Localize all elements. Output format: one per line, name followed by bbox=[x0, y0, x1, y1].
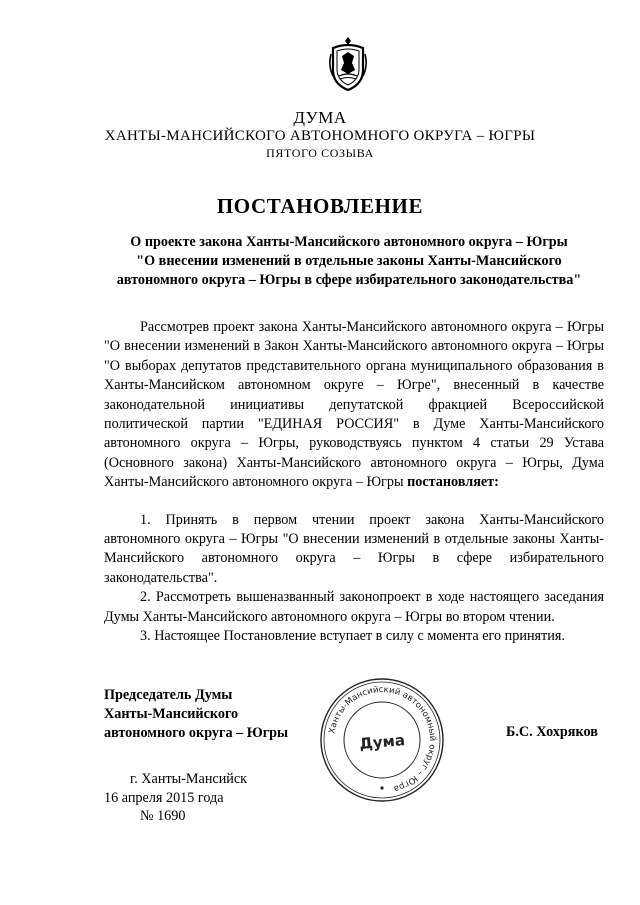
footer-city: г. Ханты-Мансийск bbox=[130, 771, 248, 787]
footer-date: 16 апреля 2015 года bbox=[104, 789, 224, 806]
signatory-name: Б.С. Хохряков bbox=[506, 724, 598, 740]
subject-line: автономного округа – Югры в сфере избирательного законодательства" bbox=[116, 272, 582, 288]
document-footer bbox=[104, 770, 247, 826]
resolves-keyword: постановляет: bbox=[407, 474, 499, 491]
footer-number: № 1690 bbox=[140, 808, 186, 824]
org-convocation: ПЯТОГО СОЗЫВА bbox=[266, 146, 374, 160]
coat-of-arms-emblem bbox=[327, 36, 369, 92]
signatory-title bbox=[104, 686, 288, 743]
preamble-text: Рассмотрев проект закона Ханты-Мансийского автономного округа – Югры "О внесении изменений в Закон Ханты-Мансийского автономного округа – Югры "О выборах депутатов представительного органа муниципального образования в Ханты-Мансийском автономном округе – Югре", внесенный в качестве законодательной инициативы депутатской фракцией Всероссийской политической партии "ЕДИНАЯ РОССИЯ" в Думе Ханты-Мансийского автономного округа – Югры, руководствуясь пунктом 4 статьи 29 Устава (Основного закона) Ханты-Мансийского автономного округа – Югры, Дума Ханты-Мансийского автономного округа – Югры bbox=[104, 319, 604, 491]
org-region: ХАНТЫ-МАНСИЙСКОГО АВТОНОМНОГО ОКРУГА – ЮГРЫ bbox=[104, 128, 536, 144]
document-subject bbox=[92, 233, 606, 290]
signatory-title-line: автономного округа – Югры bbox=[104, 725, 289, 741]
resolution-item-3: 3. Настоящее Постановление вступает в силу с момента его принятия. bbox=[140, 628, 565, 645]
signatory-title-line: Ханты-Мансийского bbox=[104, 706, 239, 722]
org-name: ДУМА bbox=[293, 108, 347, 127]
subject-line: "О внесении изменений в отдельные законы Ханты-Мансийского bbox=[136, 253, 562, 269]
seal-center-text: Дума bbox=[358, 731, 406, 753]
preamble-paragraph bbox=[104, 318, 604, 493]
official-seal-stamp bbox=[318, 676, 446, 804]
resolution-item-2: 2. Рассмотреть вышеназванный законопроект в ходе настоящего заседания Думы Ханты-Мансийского автономного округа – Югры во втором чтении. bbox=[104, 589, 604, 625]
resolution-item-1: 1. Принять в первом чтении проект закона Ханты-Мансийского автономного округа – Югры "О внесении изменений в отдельные законы Ханты-Мансийского автономного округа – Югры в сфере избирательного законодательства". bbox=[104, 511, 604, 586]
seal-ring-text: Ханты-Мансийский автономный округ – Югра bbox=[327, 684, 438, 794]
document-type-title: ПОСТАНОВЛЕНИЕ bbox=[216, 194, 424, 218]
signatory-title-line: Председатель Думы bbox=[104, 687, 233, 703]
document-body bbox=[104, 318, 604, 647]
subject-line: О проекте закона Ханты-Мансийского автономного округа – Югры bbox=[130, 234, 568, 250]
